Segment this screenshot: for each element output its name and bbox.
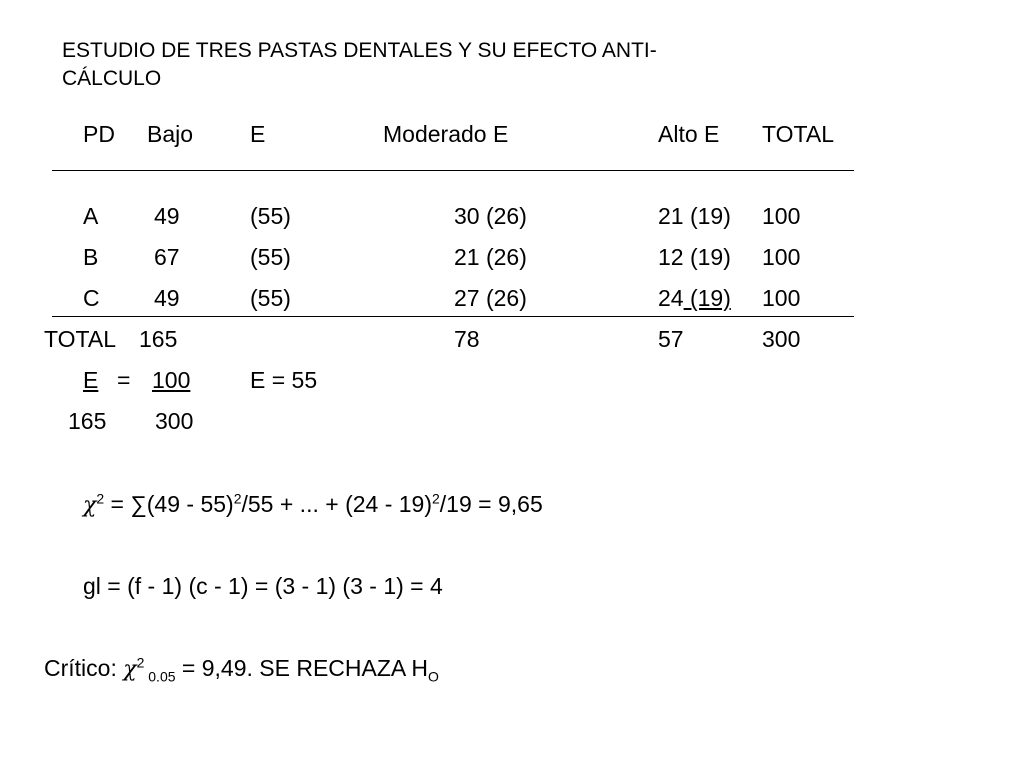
expected-result: E = 55 (250, 367, 318, 393)
chi-result: /19 = 9,65 (439, 491, 543, 517)
row-b-alto: 12 (19) (658, 244, 731, 270)
row-a-moderado: 30 (26) (454, 203, 527, 229)
row-c-pd: C (83, 285, 100, 311)
page-title-line-2: CÁLCULO (62, 67, 162, 90)
chi-symbol: χ (83, 493, 97, 518)
header-pd: PD (83, 121, 115, 147)
row-b-total: 100 (762, 244, 801, 270)
expected-denominator-1: 165 (68, 408, 107, 434)
row-c-moderado: 27 (26) (454, 285, 527, 311)
row-b-moderado: 21 (26) (454, 244, 527, 270)
expected-equals: = (117, 367, 131, 393)
totals-alto: 57 (658, 326, 684, 352)
totals-divider (52, 316, 854, 317)
expected-numerator: 100 (152, 367, 191, 393)
row-a-total: 100 (762, 203, 801, 229)
header-divider (52, 170, 854, 171)
row-b-pd: B (83, 244, 99, 270)
header-bajo: Bajo (147, 121, 194, 147)
row-a-bajo-e: (55) (250, 203, 291, 229)
totals-bajo: 165 (139, 326, 178, 352)
row-c-alto (658, 284, 731, 312)
expected-e-label: E (83, 367, 99, 393)
critical-chi-symbol: χ (123, 657, 137, 682)
chi-square-formula (83, 490, 543, 520)
row-b-bajo: 67 (154, 244, 180, 270)
row-a-alto: 21 (19) (658, 203, 731, 229)
chi-term-2-exponent: 2 (432, 490, 440, 507)
critical-h-subscript: O (427, 668, 439, 685)
totals-label: TOTAL (44, 326, 116, 352)
page-title-line-1: ESTUDIO DE TRES PASTAS DENTALES Y SU EFECTO ANTI- (62, 39, 657, 62)
degrees-of-freedom: gl = (f - 1) (c - 1) = (3 - 1) (3 - 1) = 4 (83, 573, 443, 599)
chi-term-1-exponent: 2 (233, 490, 242, 507)
critical-label: Crítico: (44, 655, 124, 681)
row-b-bajo-e: (55) (250, 244, 291, 270)
chi-exponent: 2 (96, 490, 105, 507)
chi-equals: = (104, 491, 131, 517)
row-c-alto-value: 24 (658, 285, 684, 311)
header-alto: Alto E (658, 121, 720, 147)
row-c-bajo-e: (55) (250, 285, 291, 311)
chi-term-2: /55 + ... + (24 - 19) (241, 491, 432, 517)
critical-alpha: 0.05 (144, 668, 176, 685)
header-total: TOTAL (762, 121, 834, 147)
expected-denominator-2: 300 (155, 408, 194, 434)
row-c-total: 100 (762, 285, 801, 311)
critical-text: = 9,49. SE RECHAZA H (175, 655, 428, 681)
critical-chi-exponent: 2 (136, 654, 145, 671)
totals-total: 300 (762, 326, 801, 352)
totals-moderado: 78 (454, 326, 480, 352)
header-e: E (250, 121, 266, 147)
row-a-bajo: 49 (154, 203, 180, 229)
critical-value (44, 654, 439, 684)
row-c-bajo: 49 (154, 285, 180, 311)
header-moderado: Moderado E (383, 121, 509, 147)
chi-term-1: (49 - 55) (146, 491, 234, 517)
sigma-symbol: ∑ (130, 491, 147, 517)
row-c-alto-expected: (19) (683, 285, 731, 311)
row-a-pd: A (83, 203, 99, 229)
